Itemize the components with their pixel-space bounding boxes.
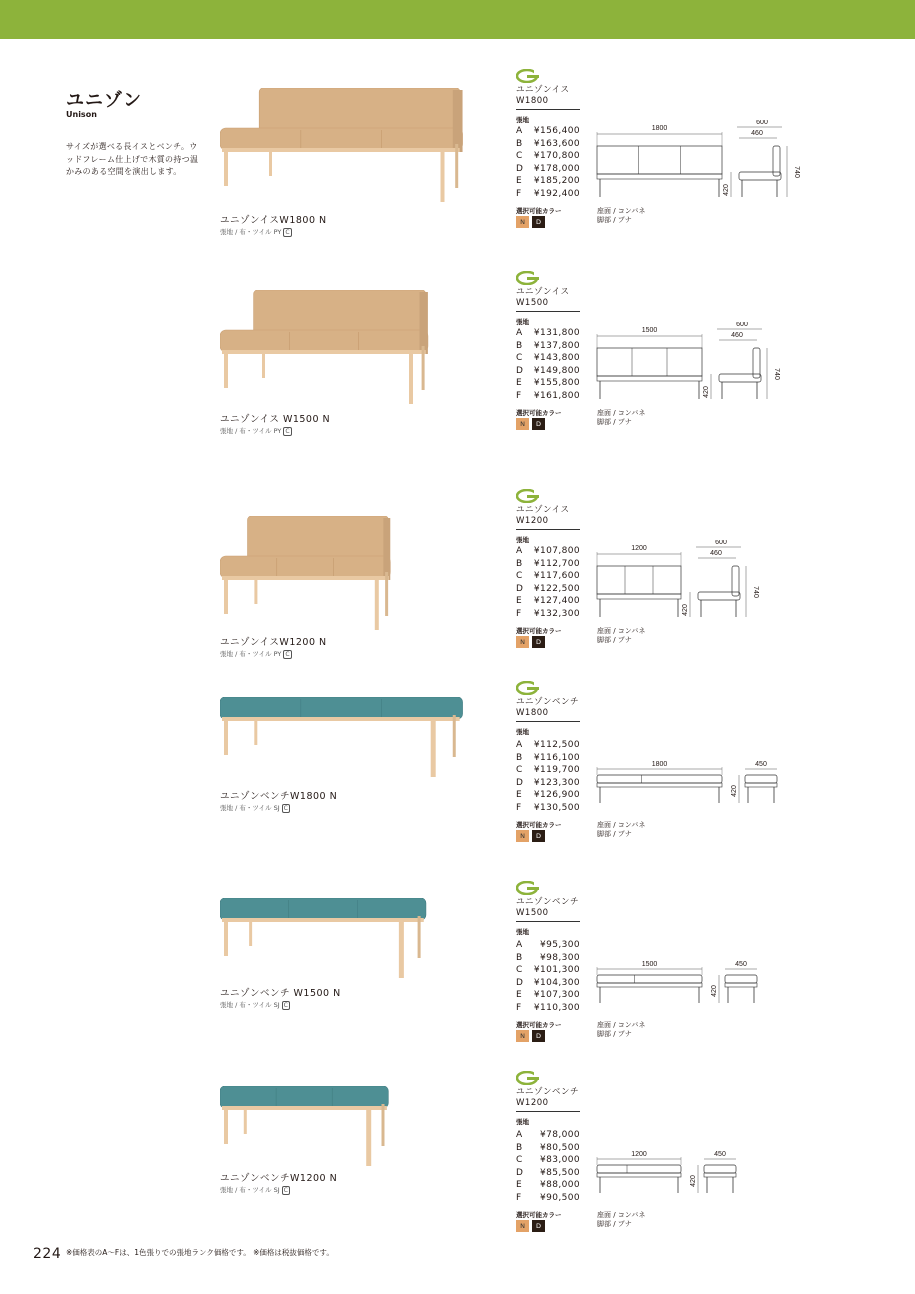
dim-width: 1500 — [641, 961, 658, 968]
product-photo-name: ユニゾンイス W1500 N — [220, 414, 331, 425]
price-row: F ¥130,500 — [516, 802, 580, 813]
color-label: 選択可能カラー — [516, 821, 562, 829]
swatch-natural: N — [516, 1220, 529, 1232]
model-name: ユニゾンイス W1200 — [516, 505, 570, 526]
spec-text: 座面 / コンバネ 脚部 / ブナ — [597, 207, 646, 224]
product-photo-name: ユニゾンベンチ W1500 N — [220, 988, 341, 999]
swatch-natural: N — [516, 636, 529, 648]
color-label: 選択可能カラー — [516, 1021, 562, 1029]
swatch-natural: N — [516, 1030, 529, 1042]
color-swatches — [516, 1030, 545, 1042]
product-fabric-note: 張地 / 布・ツイル PY C — [220, 228, 290, 236]
price-row: A ¥78,000 — [516, 1130, 580, 1140]
color-label: 選択可能カラー — [516, 627, 562, 635]
fabric-label: 張地 — [516, 1118, 529, 1126]
divider — [516, 529, 580, 530]
price-row: C ¥83,000 — [516, 1155, 580, 1165]
color-swatches — [516, 216, 545, 228]
dim-depth: 450 — [735, 961, 747, 968]
fabric-c-mark-icon: C — [283, 1002, 288, 1009]
swatch-natural: N — [516, 830, 529, 842]
product-photo — [220, 898, 428, 984]
fabric-c-mark-icon: C — [285, 651, 290, 658]
dim-width: 1200 — [631, 545, 647, 552]
divider — [516, 721, 580, 722]
top-accent-bar — [0, 0, 915, 39]
price-row: E ¥185,200 — [516, 176, 580, 186]
product-fabric-note: 張地 / 布・ツイル SJ C — [220, 1186, 288, 1194]
dim-seat-height: 420 — [690, 1175, 697, 1187]
price-row: E ¥155,800 — [516, 378, 580, 388]
dimension-drawing — [590, 322, 800, 416]
dim-seat-depth: 460 — [731, 332, 743, 339]
dim-depth: 600 — [756, 120, 768, 126]
price-row: E ¥88,000 — [516, 1180, 580, 1190]
model-name: ユニゾンベンチ W1800 — [516, 697, 580, 718]
dim-height: 740 — [793, 166, 800, 178]
price-row: C ¥117,600 — [516, 571, 580, 581]
footer-note: ※価格表のA～Fは、1色張りでの張地ランク価格です。 ※価格は税抜価格です。 — [66, 1248, 334, 1257]
dim-height: 740 — [773, 368, 780, 380]
fabric-label: 張地 — [516, 318, 529, 326]
series-title: ユニゾン — [66, 90, 142, 111]
price-row: B ¥80,500 — [516, 1142, 580, 1153]
price-row: E ¥127,400 — [516, 596, 580, 606]
dim-depth: 600 — [736, 322, 748, 328]
swatch-natural: N — [516, 418, 529, 430]
price-row: E ¥107,300 — [516, 990, 580, 1000]
model-name: ユニゾンイス W1800 — [516, 85, 570, 106]
price-row: D ¥85,500 — [516, 1167, 580, 1178]
fabric-c-mark-icon: C — [285, 428, 290, 435]
color-label: 選択可能カラー — [516, 207, 562, 215]
swatch-dark: D — [532, 1220, 545, 1232]
price-list — [516, 545, 580, 620]
fabric-label: 張地 — [516, 928, 529, 936]
price-list — [516, 125, 580, 200]
price-row: F ¥132,300 — [516, 608, 580, 619]
dim-seat-depth: 460 — [710, 550, 722, 557]
price-list — [516, 327, 580, 402]
price-row: B ¥163,600 — [516, 138, 580, 149]
dim-depth: 450 — [714, 1151, 726, 1158]
product-photo — [220, 88, 465, 212]
price-row: F ¥161,800 — [516, 390, 580, 401]
dim-seat-height: 420 — [731, 785, 738, 797]
dim-seat-height: 420 — [723, 184, 730, 196]
dimension-drawing — [590, 958, 800, 1022]
dimension-drawing — [590, 758, 800, 822]
price-row: A ¥95,300 — [516, 940, 580, 950]
price-list — [516, 1129, 580, 1204]
price-row: B ¥137,800 — [516, 340, 580, 351]
model-name: ユニゾンベンチ W1500 — [516, 897, 580, 918]
dim-seat-depth: 460 — [751, 130, 763, 137]
price-row: B ¥116,100 — [516, 752, 580, 763]
price-row: D ¥122,500 — [516, 583, 580, 594]
product-photo — [220, 290, 430, 414]
color-label: 選択可能カラー — [516, 1211, 562, 1219]
color-swatches — [516, 636, 545, 648]
price-row: D ¥149,800 — [516, 365, 580, 376]
fabric-c-mark-icon: C — [285, 229, 290, 236]
product-photo-name: ユニゾンベンチW1800 N — [220, 791, 338, 802]
price-row: B ¥112,700 — [516, 558, 580, 569]
swatch-dark: D — [532, 636, 545, 648]
spec-text: 座面 / コンバネ 脚部 / ブナ — [597, 627, 646, 644]
swatch-dark: D — [532, 216, 545, 228]
price-row: A ¥107,800 — [516, 546, 580, 556]
price-row: A ¥156,400 — [516, 126, 580, 136]
color-label: 選択可能カラー — [516, 409, 562, 417]
price-row: D ¥123,300 — [516, 777, 580, 788]
product-photo-name: ユニゾンイスW1200 N — [220, 637, 327, 648]
fabric-c-mark-icon: C — [283, 805, 288, 812]
swatch-dark: D — [532, 830, 545, 842]
dim-depth: 450 — [755, 761, 767, 768]
dim-height: 740 — [752, 586, 759, 598]
price-row: C ¥119,700 — [516, 765, 580, 775]
product-photo — [220, 697, 465, 783]
dimension-drawing — [590, 540, 800, 634]
price-list — [516, 939, 580, 1014]
swatch-natural: N — [516, 216, 529, 228]
product-photo-name: ユニゾンイスW1800 N — [220, 215, 327, 226]
divider — [516, 1111, 580, 1112]
product-fabric-note: 張地 / 布・ツイル SJ C — [220, 1001, 288, 1009]
price-row: A ¥131,800 — [516, 328, 580, 338]
dimension-drawing — [590, 120, 800, 214]
spec-text: 座面 / コンバネ 脚部 / ブナ — [597, 409, 646, 426]
fabric-label: 張地 — [516, 116, 529, 124]
price-row: E ¥126,900 — [516, 790, 580, 800]
swatch-dark: D — [532, 418, 545, 430]
dim-seat-height: 420 — [711, 985, 718, 997]
divider — [516, 921, 580, 922]
product-fabric-note: 張地 / 布・ツイル PY C — [220, 650, 290, 658]
dim-width: 1800 — [651, 761, 668, 768]
spec-text: 座面 / コンバネ 脚部 / ブナ — [597, 1211, 646, 1228]
model-name: ユニゾンイス W1500 — [516, 287, 570, 308]
product-fabric-note: 張地 / 布・ツイル PY C — [220, 427, 290, 435]
price-row: D ¥178,000 — [516, 163, 580, 174]
product-fabric-note: 張地 / 布・ツイル SJ C — [220, 804, 288, 812]
dim-seat-height: 420 — [703, 386, 710, 398]
dim-width: 1500 — [641, 327, 658, 334]
price-row: F ¥110,300 — [516, 1002, 580, 1013]
spec-text: 座面 / コンバネ 脚部 / ブナ — [597, 821, 646, 838]
price-row: F ¥192,400 — [516, 188, 580, 199]
page-number: 224 — [33, 1246, 62, 1262]
divider — [516, 311, 580, 312]
color-swatches — [516, 1220, 545, 1232]
price-row: D ¥104,300 — [516, 977, 580, 988]
divider — [516, 109, 580, 110]
product-photo — [220, 516, 392, 640]
price-row: B ¥98,300 — [516, 952, 580, 963]
price-row: C ¥170,800 — [516, 151, 580, 161]
dim-depth: 600 — [715, 540, 727, 546]
dimension-drawing — [590, 1148, 800, 1212]
price-list — [516, 739, 580, 814]
color-swatches — [516, 418, 545, 430]
swatch-dark: D — [532, 1030, 545, 1042]
model-name: ユニゾンベンチ W1200 — [516, 1087, 580, 1108]
series-description: サイズが選べる長イスとベンチ。ウッドフレーム仕上げで木質の持つ温かみのある空間を演出します。 — [66, 142, 199, 176]
product-photo — [220, 1086, 390, 1172]
dim-width: 1200 — [631, 1151, 647, 1158]
product-photo-name: ユニゾンベンチW1200 N — [220, 1173, 338, 1184]
dim-width: 1800 — [651, 125, 668, 132]
spec-text: 座面 / コンバネ 脚部 / ブナ — [597, 1021, 646, 1038]
dim-seat-height: 420 — [682, 604, 689, 616]
price-row: A ¥112,500 — [516, 740, 580, 750]
price-row: F ¥90,500 — [516, 1192, 580, 1203]
fabric-label: 張地 — [516, 728, 529, 736]
color-swatches — [516, 830, 545, 842]
fabric-label: 張地 — [516, 536, 529, 544]
fabric-c-mark-icon: C — [283, 1187, 288, 1194]
price-row: C ¥101,300 — [516, 965, 580, 975]
series-subtitle: Unison — [66, 110, 97, 119]
price-row: C ¥143,800 — [516, 353, 580, 363]
